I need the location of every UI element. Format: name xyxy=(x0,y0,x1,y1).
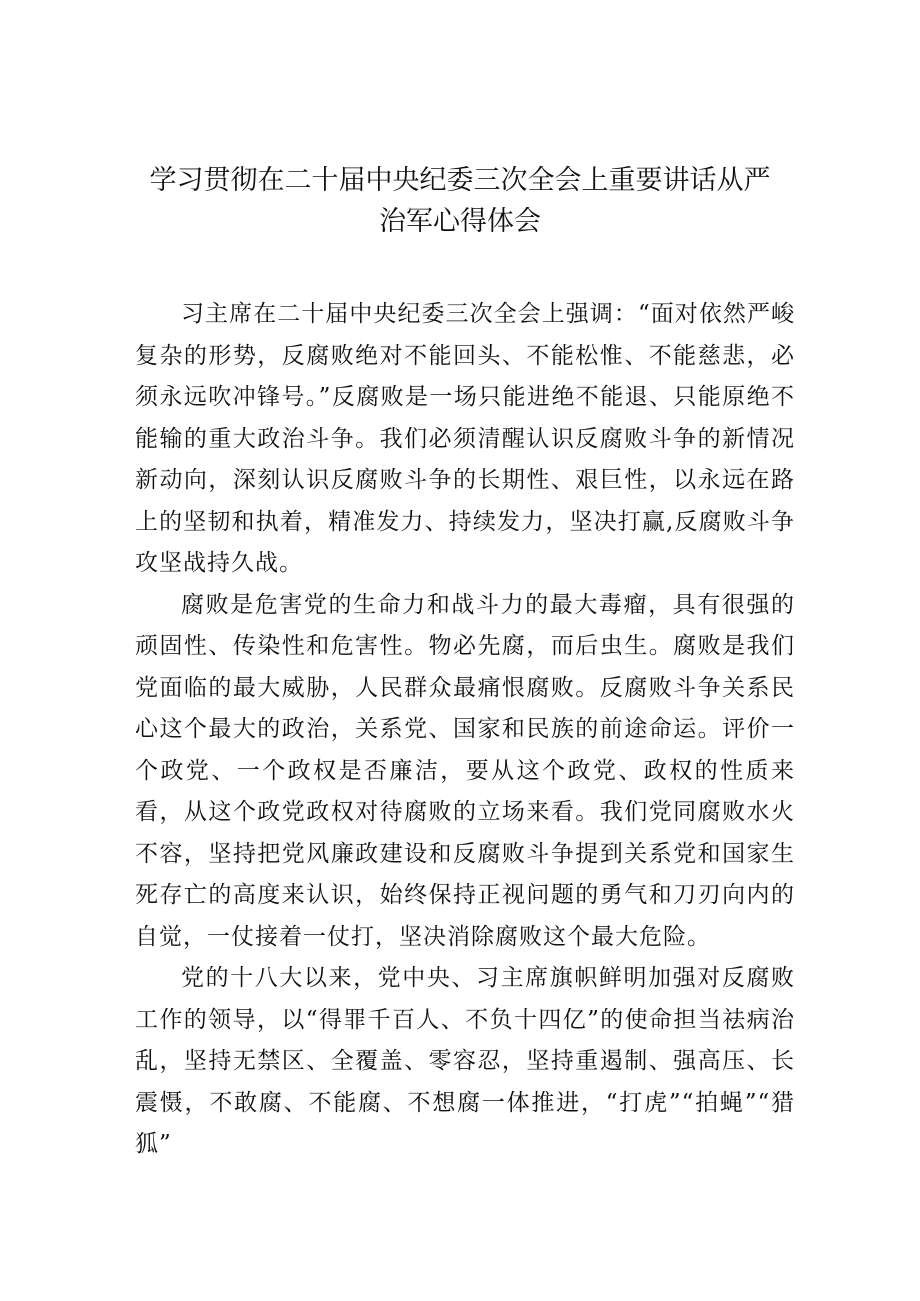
document-title xyxy=(130,160,790,242)
title-line-1: 学习贯彻在二十届中央纪委三次全会上重要讲话从严 xyxy=(149,165,771,196)
title-line-2: 治军心得体会 xyxy=(379,206,541,237)
paragraph-2: 腐败是危害党的生命力和战斗力的最大毒瘤，具有很强的顽固性、传染性和危害性。物必先腐，而后虫生。腐败是我们党面临的最大威胁，人民群众最痛恨腐败。反腐败斗争关系民心这个最大的政治，关系党、国家和民族的前途命运。评价一个政党、一个政权是否廉洁，要从这个政党、政权的性质来看，从这个政党政权对待腐败的立场来看。我们党同腐败水火不容，坚持把党风廉政建设和反腐败斗争提到关系党和国家生死存亡的高度来认识，始终保持正视问题的勇气和刀刃向内的自觉，一仗接着一仗打，坚决消除腐败这个最大危险。 xyxy=(135,591,795,950)
paragraph-3: 党的十八大以来，党中央、习主席旗帜鲜明加强对反腐败工作的领导，以“得罪千百人、不负十四亿”的使命担当祛病治乱，坚持无禁区、全覆盖、零容忍，坚持重遏制、强高压、长震慑，不敢腐、不能腐、不想腐一体推进，“打虎”“拍蝇”“猎狐” xyxy=(135,965,795,1157)
document-body xyxy=(135,294,795,1166)
paragraph-1: 习主席在二十届中央纪委三次全会上强调：“面对依然严峻复杂的形势，反腐败绝对不能回头、不能松惟、不能慈悲，必须永远吹冲锋号。”反腐败是一场只能进绝不能退、只能原绝不能输的重大政治斗争。我们必须清醒认识反腐败斗争的新情况新动向，深刻认识反腐败斗争的长期性、艰巨性，以永远在路上的坚韧和执着，精准发力、持续发力，坚决打赢,反腐败斗争攻坚战持久战。 xyxy=(135,301,795,576)
